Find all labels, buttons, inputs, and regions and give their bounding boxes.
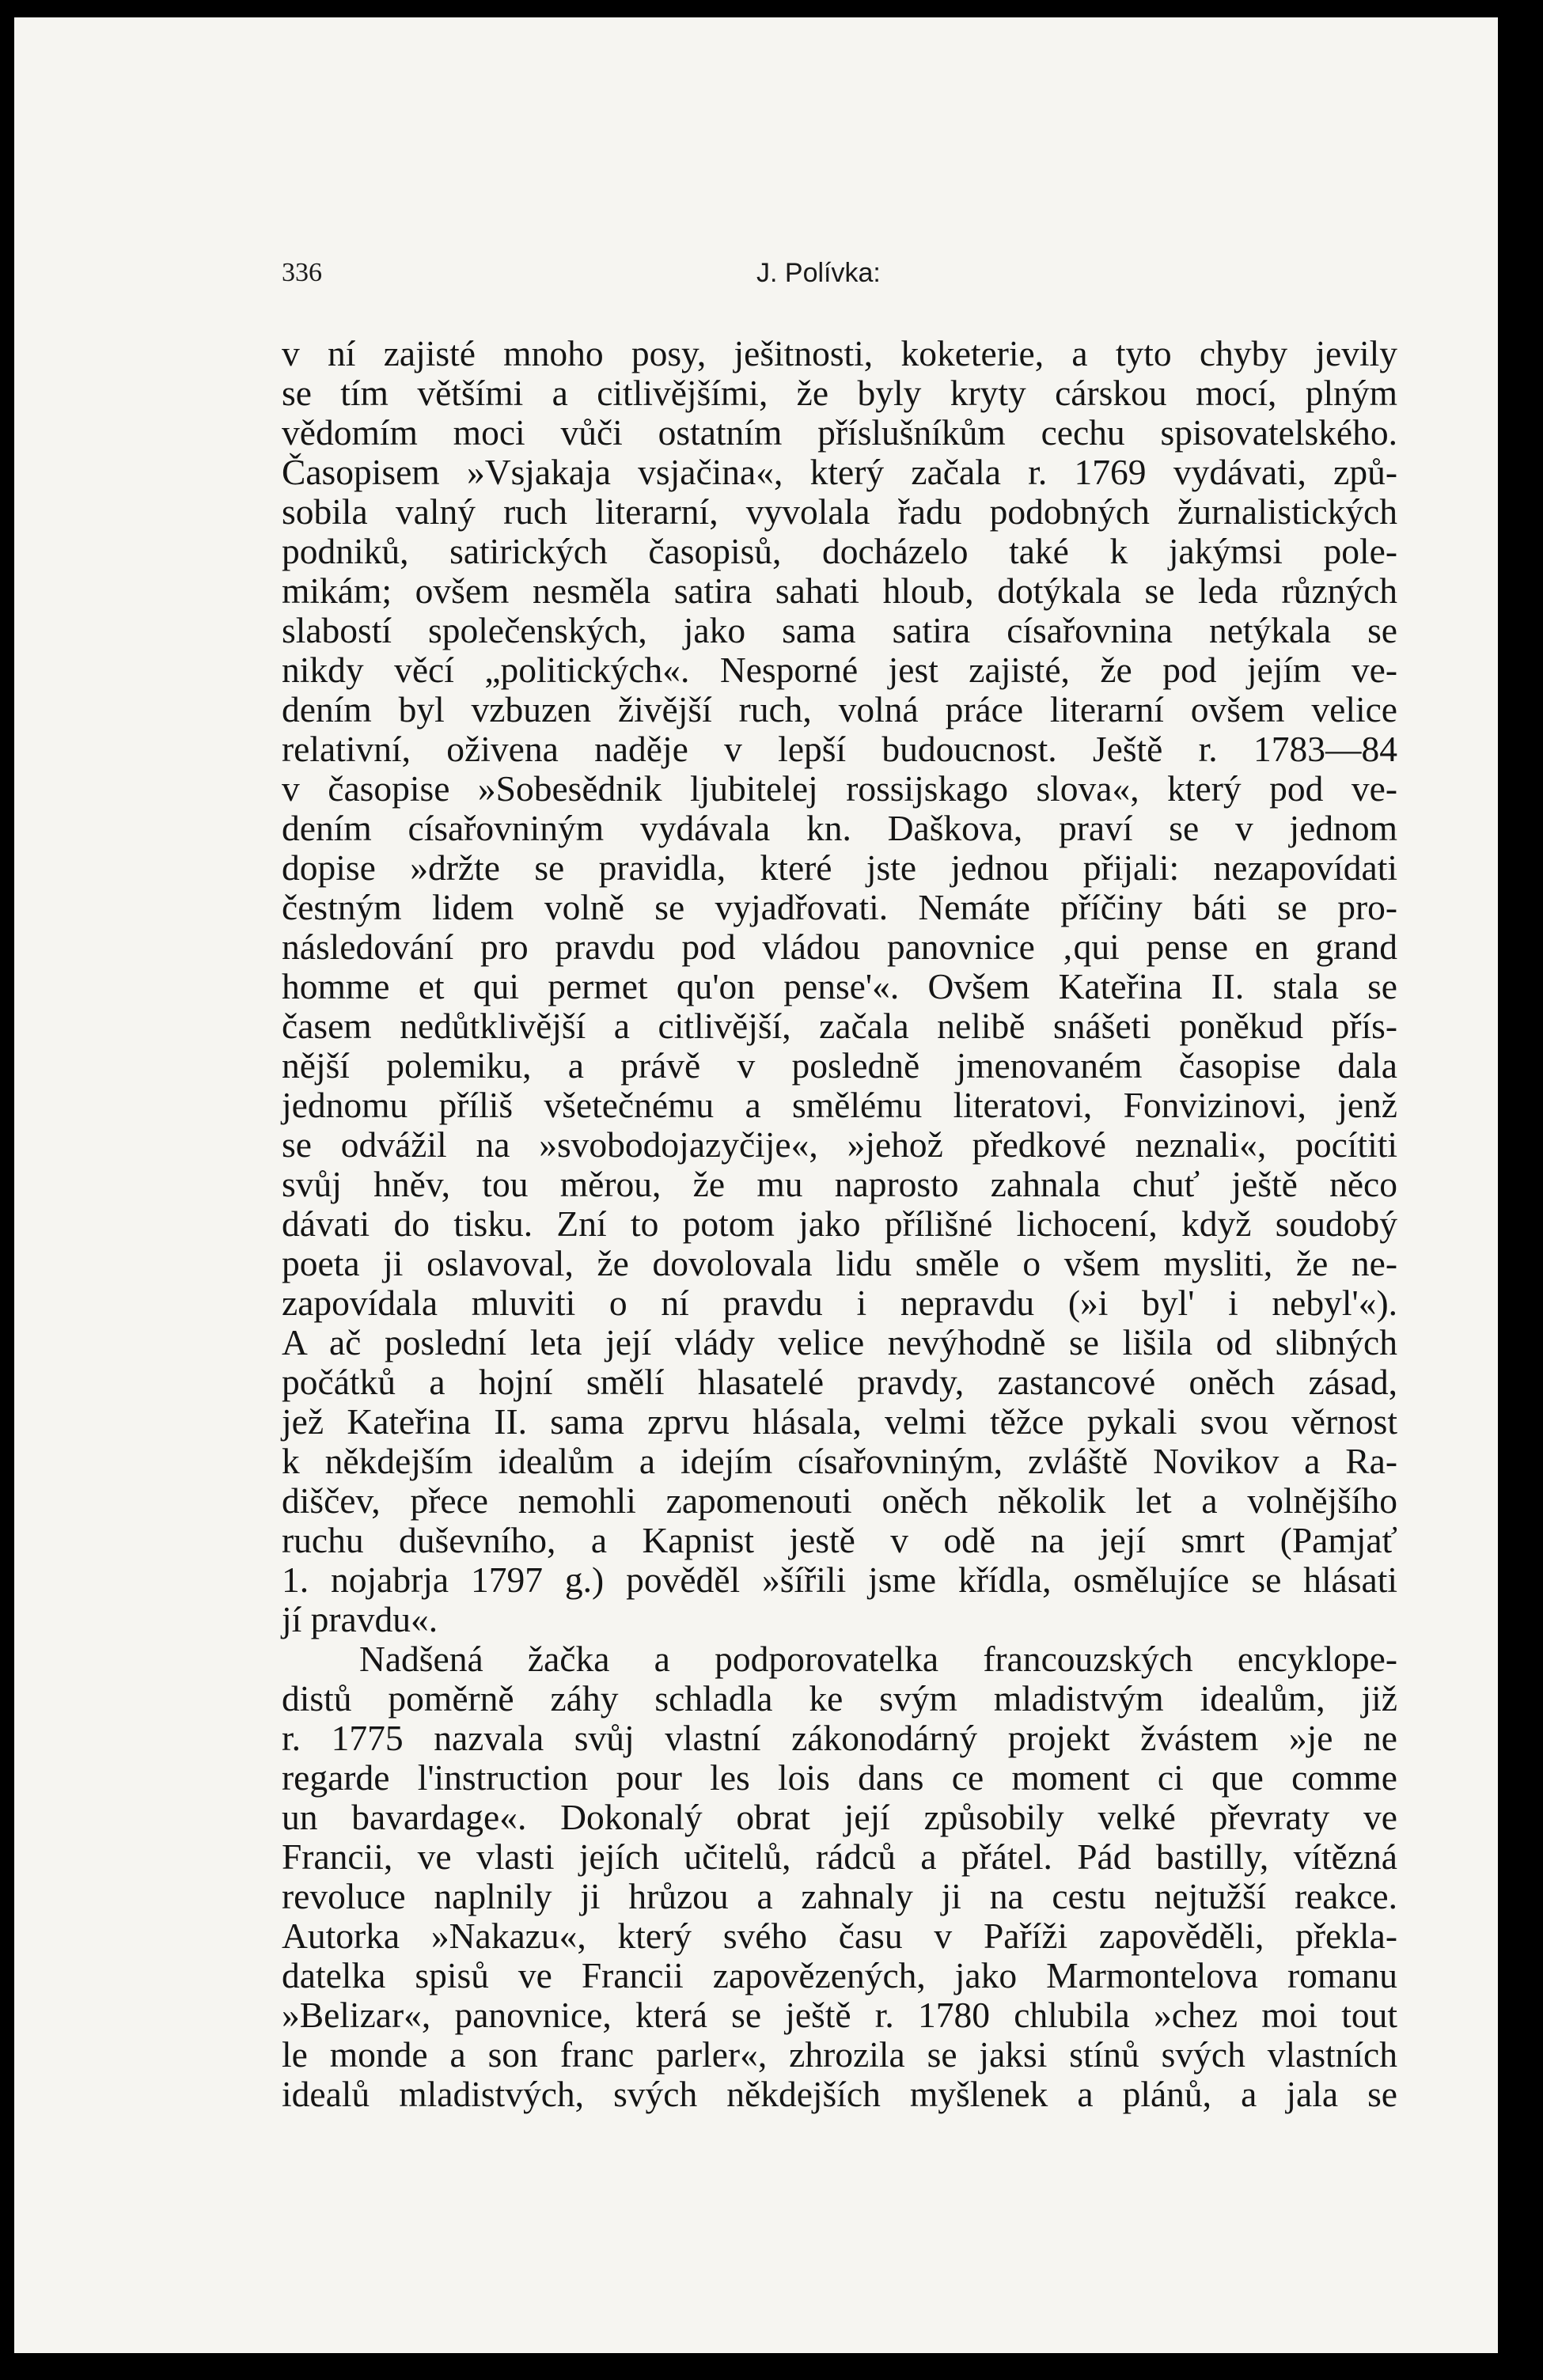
text-line: se tím většími a citlivějšími, že byly kryty cárskou mocí, plným — [282, 373, 1397, 413]
text-line: jednomu příliš všetečnému a smělému literatovi, Fonvizinovi, jenž — [282, 1085, 1397, 1125]
text-line: ruchu duševního, a Kapnist jestě v odě na její smrt (Pamjať — [282, 1520, 1397, 1560]
body-text — [282, 334, 1397, 2114]
text-line: homme et qui permet qu'on pense'«. Ovšem Kateřina II. stala se — [282, 966, 1397, 1006]
text-line: v ní zajisté mnoho posy, ješitnosti, koketerie, a tyto chyby jevily — [282, 333, 1397, 373]
text-line: le monde a son franc parler«, zhrozila se jaksi stínů svých vlastních — [282, 2034, 1397, 2075]
text-line: podniků, satirických časopisů, docházelo také k jakýmsi pole- — [282, 531, 1397, 571]
text-line: čestným lidem volně se vyjadřovati. Nemáte příčiny báti se pro- — [282, 887, 1397, 927]
text-line: Časopisem »Vsjakaja vsjačina«, který začala r. 1769 vydávati, způ- — [282, 452, 1397, 492]
text-line: dávati do tisku. Zní to potom jako přílišné lichocení, když soudobý — [282, 1203, 1397, 1244]
text-line: diščev, přece nemohli zapomenouti oněch několik let a volnějšího — [282, 1480, 1397, 1521]
text-line: se odvážil na »svobodojazyčije«, »jehož předkové neznali«, pocítiti — [282, 1124, 1397, 1165]
running-head — [266, 255, 1389, 302]
text-line: A ač poslední leta její vlády velice nevýhodně se lišila od slibných — [282, 1322, 1397, 1362]
text-line: Francii, ve vlasti jejích učitelů, rádců a přátel. Pád bastilly, vítězná — [282, 1836, 1397, 1877]
page-number: 336 — [282, 258, 322, 287]
text-line: sobila valný ruch literarní, vyvolala řadu podobných žurnalistických — [282, 491, 1397, 532]
text-line: nější polemiku, a právě v posledně jmenovaném časopise dala — [282, 1045, 1397, 1086]
paragraph-end-line: jí pravdu«. — [282, 1599, 438, 1639]
text-line: relativní, oživena naděje v lepší budoucnost. Ještě r. 1783—84 — [282, 729, 1397, 769]
text-line: k někdejším idealům a idejím císařovniným, zvláště Novikov a Ra- — [282, 1441, 1397, 1481]
text-line: jež Kateřina II. sama zprvu hlásala, velmi těžce pykali svou věrnost — [282, 1401, 1397, 1442]
text-line: regarde l'instruction pour les lois dans ce moment ci que comme — [282, 1757, 1397, 1798]
running-head-author: J. Polívka: — [756, 258, 881, 288]
text-line: distů poměrně záhy schladla ke svým mladistvým idealům, již — [282, 1678, 1397, 1719]
text-line: slabostí společenských, jako sama satira císařovnina netýkala se — [282, 610, 1397, 650]
text-line: nikdy věcí „politických«. Nesporné jest zajisté, že pod jejím ve- — [282, 650, 1397, 690]
text-line: r. 1775 nazvala svůj vlastní zákonodárný projekt žvástem »je ne — [282, 1718, 1397, 1758]
paragraph-start-line: Nadšená žačka a podporovatelka francouzských encyklope- — [359, 1639, 1397, 1679]
text-line: revoluce naplnily ji hrůzou a zahnaly ji na cestu nejtužší reakce. — [282, 1876, 1397, 1916]
text-line: dením císařovniným vydávala kn. Daškova, praví se v jednom — [282, 808, 1397, 848]
text-line: následování pro pravdu pod vládou panovnice ‚qui pense en grand — [282, 927, 1397, 967]
text-line: dopise »držte se pravidla, které jste jednou přijali: nezapovídati — [282, 847, 1397, 888]
text-line: počátků a hojní smělí hlasatelé pravdy, zastancové oněch zásad, — [282, 1362, 1397, 1402]
text-line: datelka spisů ve Francii zapovězených, jako Marmontelova romanu — [282, 1955, 1397, 1995]
text-line: zapovídala mluviti o ní pravdu i nepravdu (»i byl' i nebyl'«). — [282, 1283, 1397, 1323]
text-line: časem nedůtklivější a citlivější, začala nelibě snášeti poněkud přís- — [282, 1006, 1397, 1046]
text-line: idealů mladistvých, svých někdejších myšlenek a plánů, a jala se — [282, 2074, 1397, 2114]
text-line: dením byl vzbuzen živější ruch, volná práce literarní ovšem velice — [282, 689, 1397, 730]
text-line: svůj hněv, tou měrou, že mu naprosto zahnala chuť ještě něco — [282, 1164, 1397, 1204]
text-line: mikám; ovšem nesměla satira sahati hloub, dotýkala se leda různých — [282, 570, 1397, 611]
text-line: v časopise »Sobesědnik ljubitelej rossijskago slova«, který pod ve- — [282, 768, 1397, 809]
text-line: Autorka »Nakazu«, který svého času v Paříži zapověděli, překla- — [282, 1916, 1397, 1956]
text-line: vědomím moci vůči ostatním příslušníkům cechu spisovatelského. — [282, 412, 1397, 453]
text-line: 1. nojabrja 1797 g.) pověděl »šířili jsme křídla, osmělujíce se hlásati — [282, 1560, 1397, 1600]
text-line: poeta ji oslavoval, že dovolovala lidu směle o všem mysliti, že ne- — [282, 1243, 1397, 1283]
book-page — [14, 17, 1498, 2353]
text-line: »Belizar«, panovnice, která se ještě r. 1780 chlubila »chez moi tout — [282, 1995, 1397, 2035]
text-line: un bavardage«. Dokonalý obrat její způsobily velké převraty ve — [282, 1797, 1397, 1837]
